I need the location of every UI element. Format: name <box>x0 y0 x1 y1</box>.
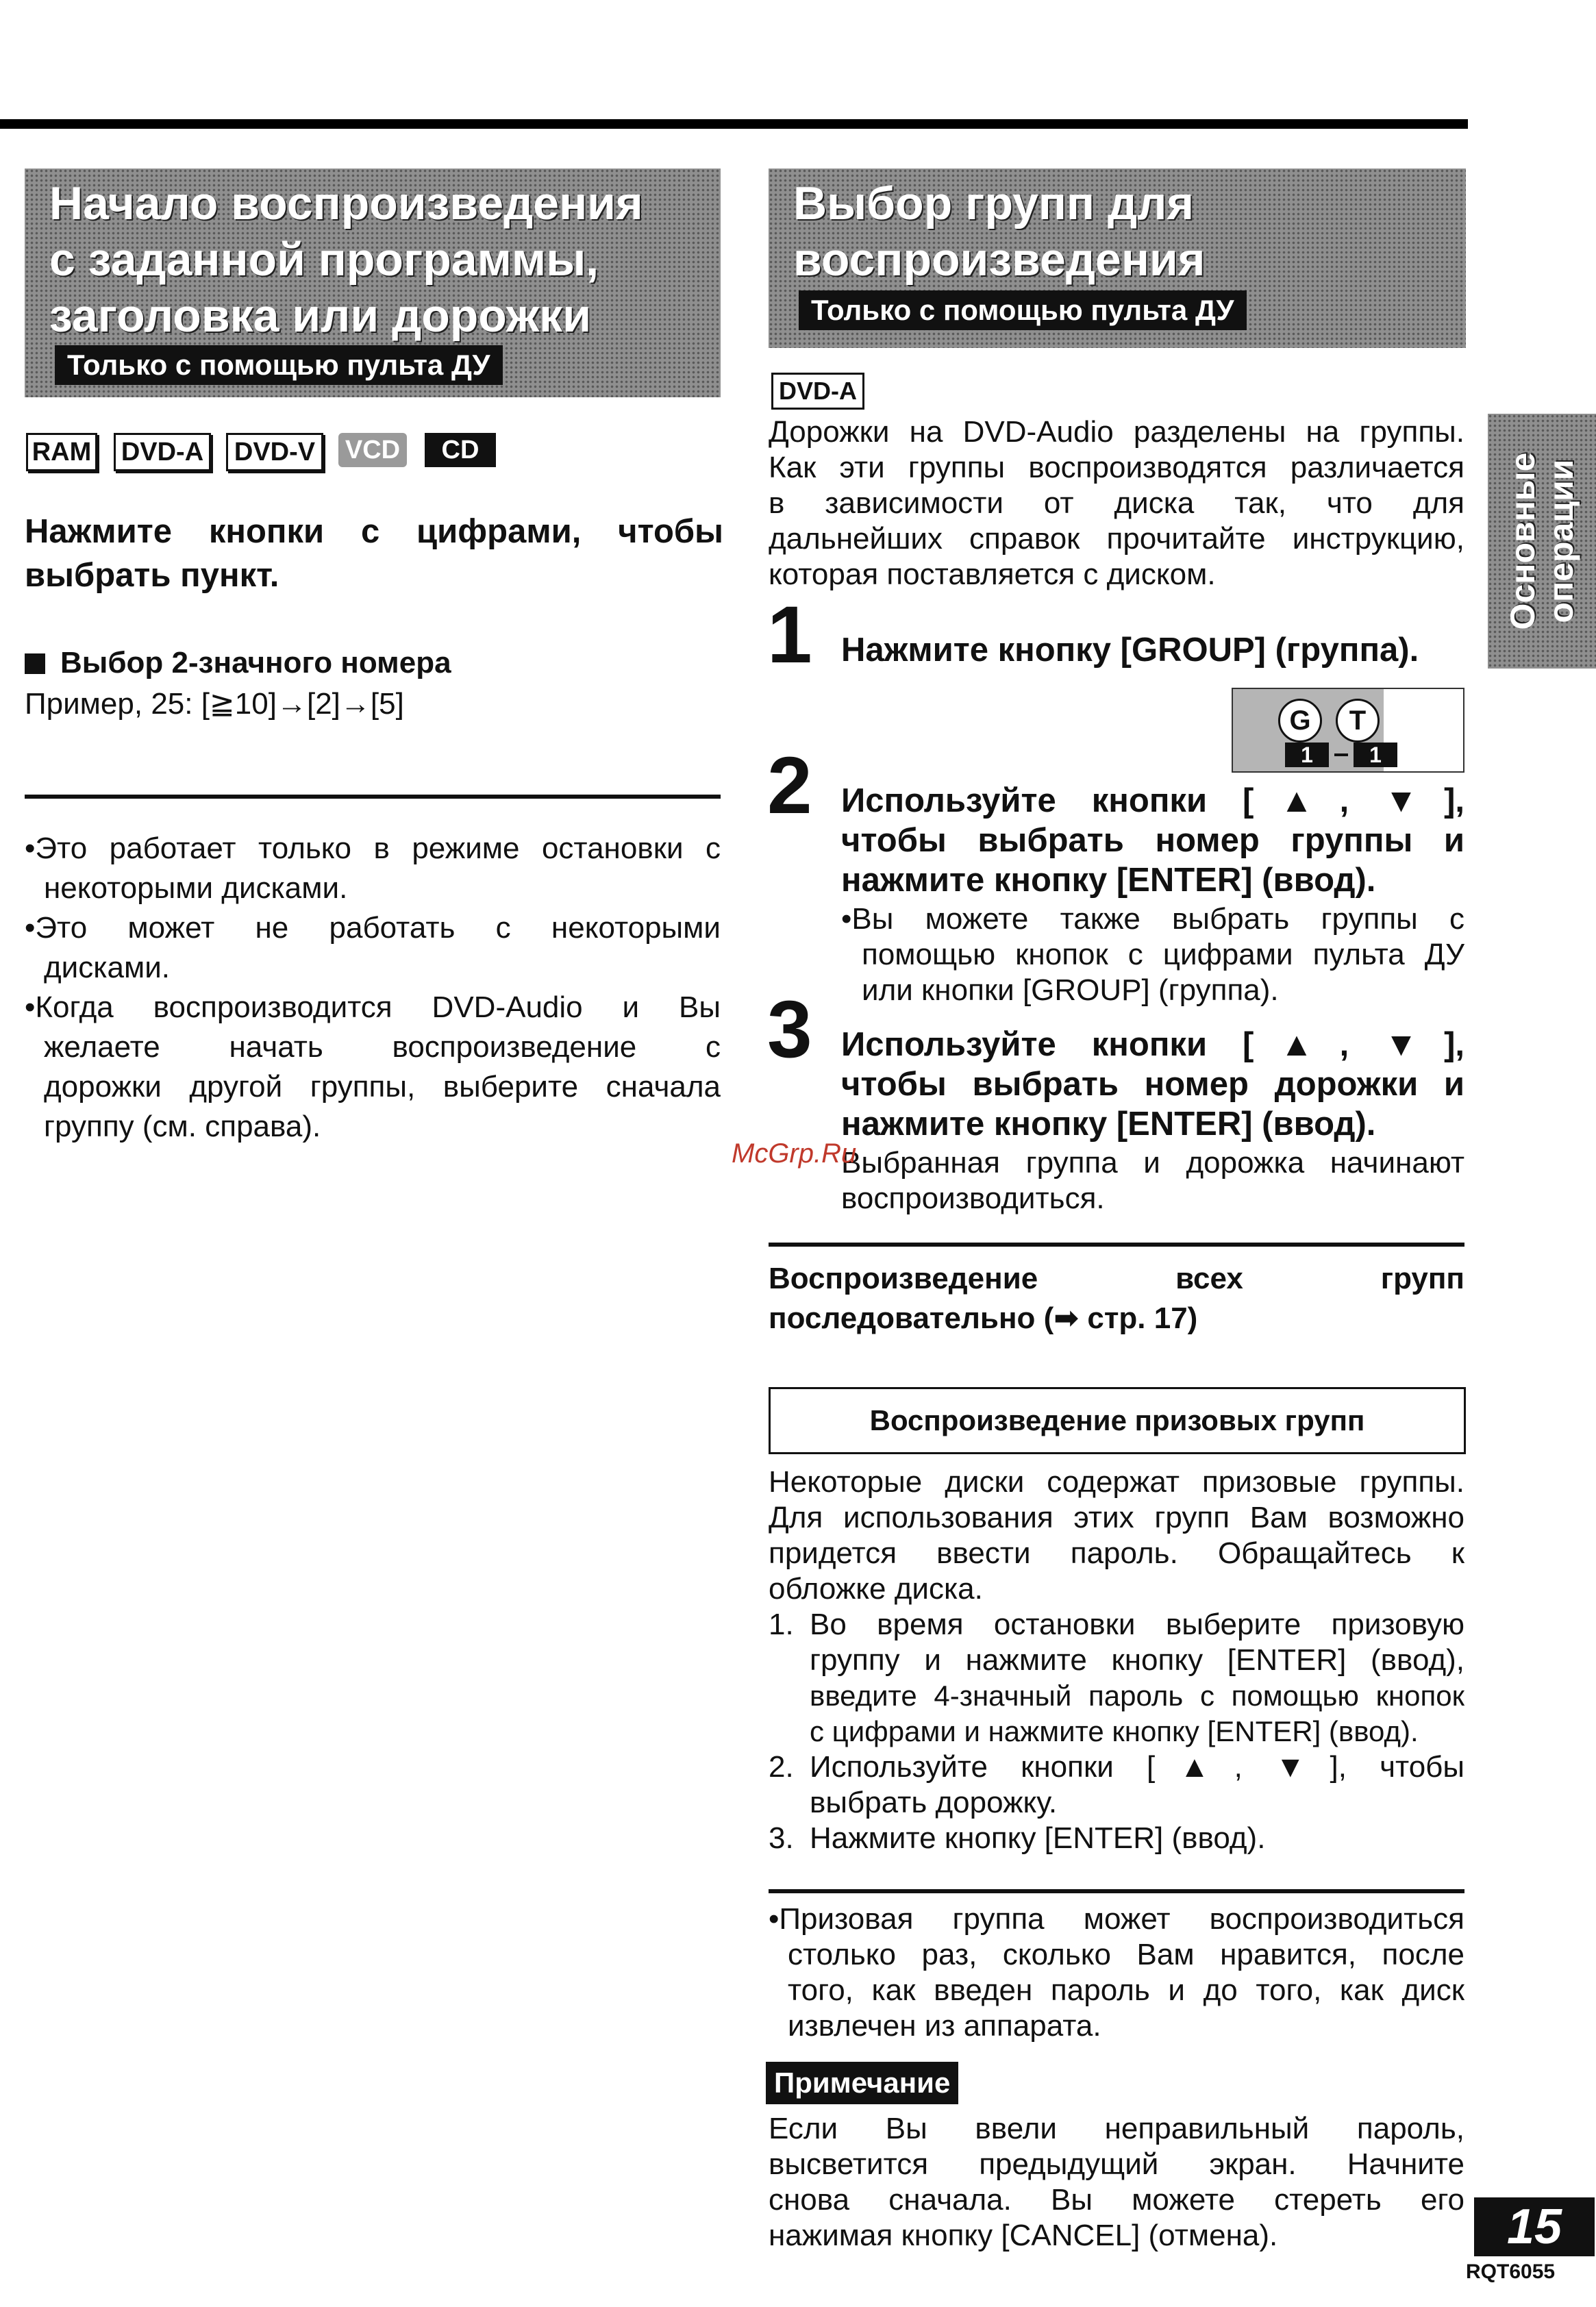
step-3-line-3: нажмите кнопку [ENTER] (ввод). <box>841 1106 1376 1143</box>
right-section-header <box>769 169 1466 348</box>
step-3-result-1: Выбранная группа и дорожка начинают <box>841 1146 1464 1180</box>
format-badge-cd: CD <box>425 433 496 467</box>
watermark: McGrp.Ru <box>732 1138 857 1169</box>
all-groups-line-2: последовательно (➡ стр. 17) <box>769 1301 1198 1335</box>
side-tab-line-1: Основные <box>1504 452 1542 630</box>
remote-only-tag-right: Только с помощью пульта ДУ <box>799 290 1247 330</box>
format-badge-dvd-a: DVD-A <box>114 433 211 471</box>
note-line-3: снова сначала. Вы можете стереть его <box>769 2183 1464 2217</box>
track-value: 1 <box>1354 743 1397 767</box>
right-title-line1: Выбор групп для <box>793 177 1195 229</box>
left-title-line3: заголовка или дорожки <box>49 290 591 342</box>
two-digit-subheading: Выбор 2-значного номера <box>25 643 451 684</box>
step-3-line-2: чтобы выбрать номер дорожки и <box>841 1066 1464 1103</box>
left-bullet-2: •Это может не работать с некоторыми дисками. <box>25 911 721 984</box>
bonus-step-1-line-4: с цифрами и нажмите кнопку [ENTER] (ввод). <box>810 1715 1419 1747</box>
bonus-step-1-line-2: группу и нажмите кнопку [ENTER] (ввод), <box>810 1643 1464 1677</box>
format-badge-vcd: VCD <box>338 433 407 467</box>
step-2-note-3: или кнопки [GROUP] (группа). <box>862 973 1279 1007</box>
left-bullet-1: •Это работает только в режиме остановки с некоторыми дисками. <box>25 832 721 905</box>
left-bullet-3: •Когда воспроизводится DVD-Audio и Вы желаете начать воспроизведение с дорожки другой группы, выберите сначала группу (см. справа). <box>25 990 721 1143</box>
group-value: 1 <box>1285 743 1329 767</box>
format-badge-dvd-a-right: DVD-A <box>771 373 864 410</box>
square-bullet-icon <box>25 653 45 674</box>
right-divider-1 <box>769 1243 1464 1247</box>
bonus-groups-title: Воспроизведение призовых групп <box>769 1387 1466 1454</box>
all-groups-line-1: Воспроизведение всех групп <box>769 1262 1464 1295</box>
note-label: Примечание <box>766 2062 958 2104</box>
top-rule <box>0 119 1468 129</box>
left-divider <box>25 795 721 799</box>
step-3-line-1: Используйте кнопки [▲, ▼], <box>841 1026 1464 1063</box>
step-2-note-1: •Вы можете также выбрать группы с <box>841 902 1464 936</box>
bonus-bullet-line-2: столько раз, сколько Вам нравится, после <box>788 1938 1464 1971</box>
right-title-line2: воспроизведения <box>793 234 1206 286</box>
step-3-number: 3 <box>767 984 812 1075</box>
group-track-display <box>1232 688 1464 773</box>
bonus-step-2-line-2: выбрать дорожку. <box>810 1786 1058 1819</box>
step-2-line-1: Используйте кнопки [▲, ▼], <box>841 782 1464 819</box>
step-1-text: Нажмите кнопку [GROUP] (группа). <box>841 632 1419 669</box>
lead-instruction: Нажмите кнопки с цифрами, чтобы выбрать пункт. <box>25 513 723 594</box>
bonus-step-2-line-1: Используйте кнопки [▲, ▼], чтобы <box>810 1750 1464 1784</box>
bonus-step-2-num: 2. <box>769 1750 794 1784</box>
step-3-result-2: воспроизводиться. <box>841 1182 1105 1215</box>
bonus-step-1-line-3: введите 4-значный пароль с помощью кнопок <box>810 1680 1464 1712</box>
left-title-line1: Начало воспроизведения <box>49 177 643 229</box>
remote-only-tag: Только с помощью пульта ДУ <box>55 345 503 385</box>
bonus-step-1-num: 1. <box>769 1608 794 1641</box>
note-line-2: высветится предыдущий экран. Начните <box>769 2147 1464 2181</box>
bonus-intro-4: обложке диска. <box>769 1572 983 1606</box>
bonus-step-3-line-1: Нажмите кнопку [ENTER] (ввод). <box>810 1821 1266 1855</box>
step-2-line-3: нажмите кнопку [ENTER] (ввод). <box>841 862 1376 899</box>
bonus-bullet-line-4: извлечен из аппарата. <box>788 2009 1101 2043</box>
document-code: RQT6055 <box>1466 2260 1556 2283</box>
step-1-number: 1 <box>767 590 812 680</box>
track-indicator-icon: T <box>1336 699 1380 743</box>
format-badge-ram: RAM <box>26 433 97 471</box>
right-divider-2 <box>769 1889 1464 1893</box>
side-tab-line-2: операции <box>1542 459 1580 623</box>
note-line-4: нажимая кнопку [CANCEL] (отмена). <box>769 2219 1278 2252</box>
note-line-1: Если Вы ввели неправильный пароль, <box>769 2112 1464 2145</box>
step-2-number: 2 <box>767 740 812 831</box>
bonus-step-3-num: 3. <box>769 1821 794 1855</box>
side-tab-basic-operations <box>1488 414 1596 669</box>
step-2-note-2: помощью кнопок с цифрами пульта ДУ <box>862 938 1464 971</box>
step-2-line-2: чтобы выбрать номер группы и <box>841 822 1464 859</box>
group-indicator-icon: G <box>1278 699 1322 743</box>
bonus-intro-1: Некоторые диски содержат призовые группы. <box>769 1465 1464 1499</box>
left-title-line2: с заданной программы, <box>49 234 599 286</box>
bonus-bullet-line-1: •Призовая группа может воспроизводиться <box>769 1902 1464 1936</box>
bonus-intro-3: придется ввести пароль. Обращайтесь к <box>769 1536 1464 1570</box>
left-section-header <box>25 169 721 397</box>
dvd-audio-intro: Дорожки на DVD-Audio разделены на группы. Как эти группы воспроизводятся различается в зависимости от диска так, что для дальнейших справок прочитайте инструкцию, которая поставляется с диском. <box>769 415 1464 591</box>
bonus-step-1-line-1: Во время остановки выберите призовую <box>810 1608 1464 1641</box>
format-badge-dvd-v: DVD-V <box>226 433 323 471</box>
page-number: 15 <box>1474 2197 1595 2256</box>
display-dash <box>1334 753 1348 756</box>
two-digit-example: Пример, 25: [≧10]→[2]→[5] <box>25 687 404 721</box>
bonus-intro-2: Для использования этих групп Вам возможно <box>769 1501 1464 1534</box>
bonus-bullet-line-3: того, как введен пароль и до того, как диск <box>788 1973 1464 2007</box>
